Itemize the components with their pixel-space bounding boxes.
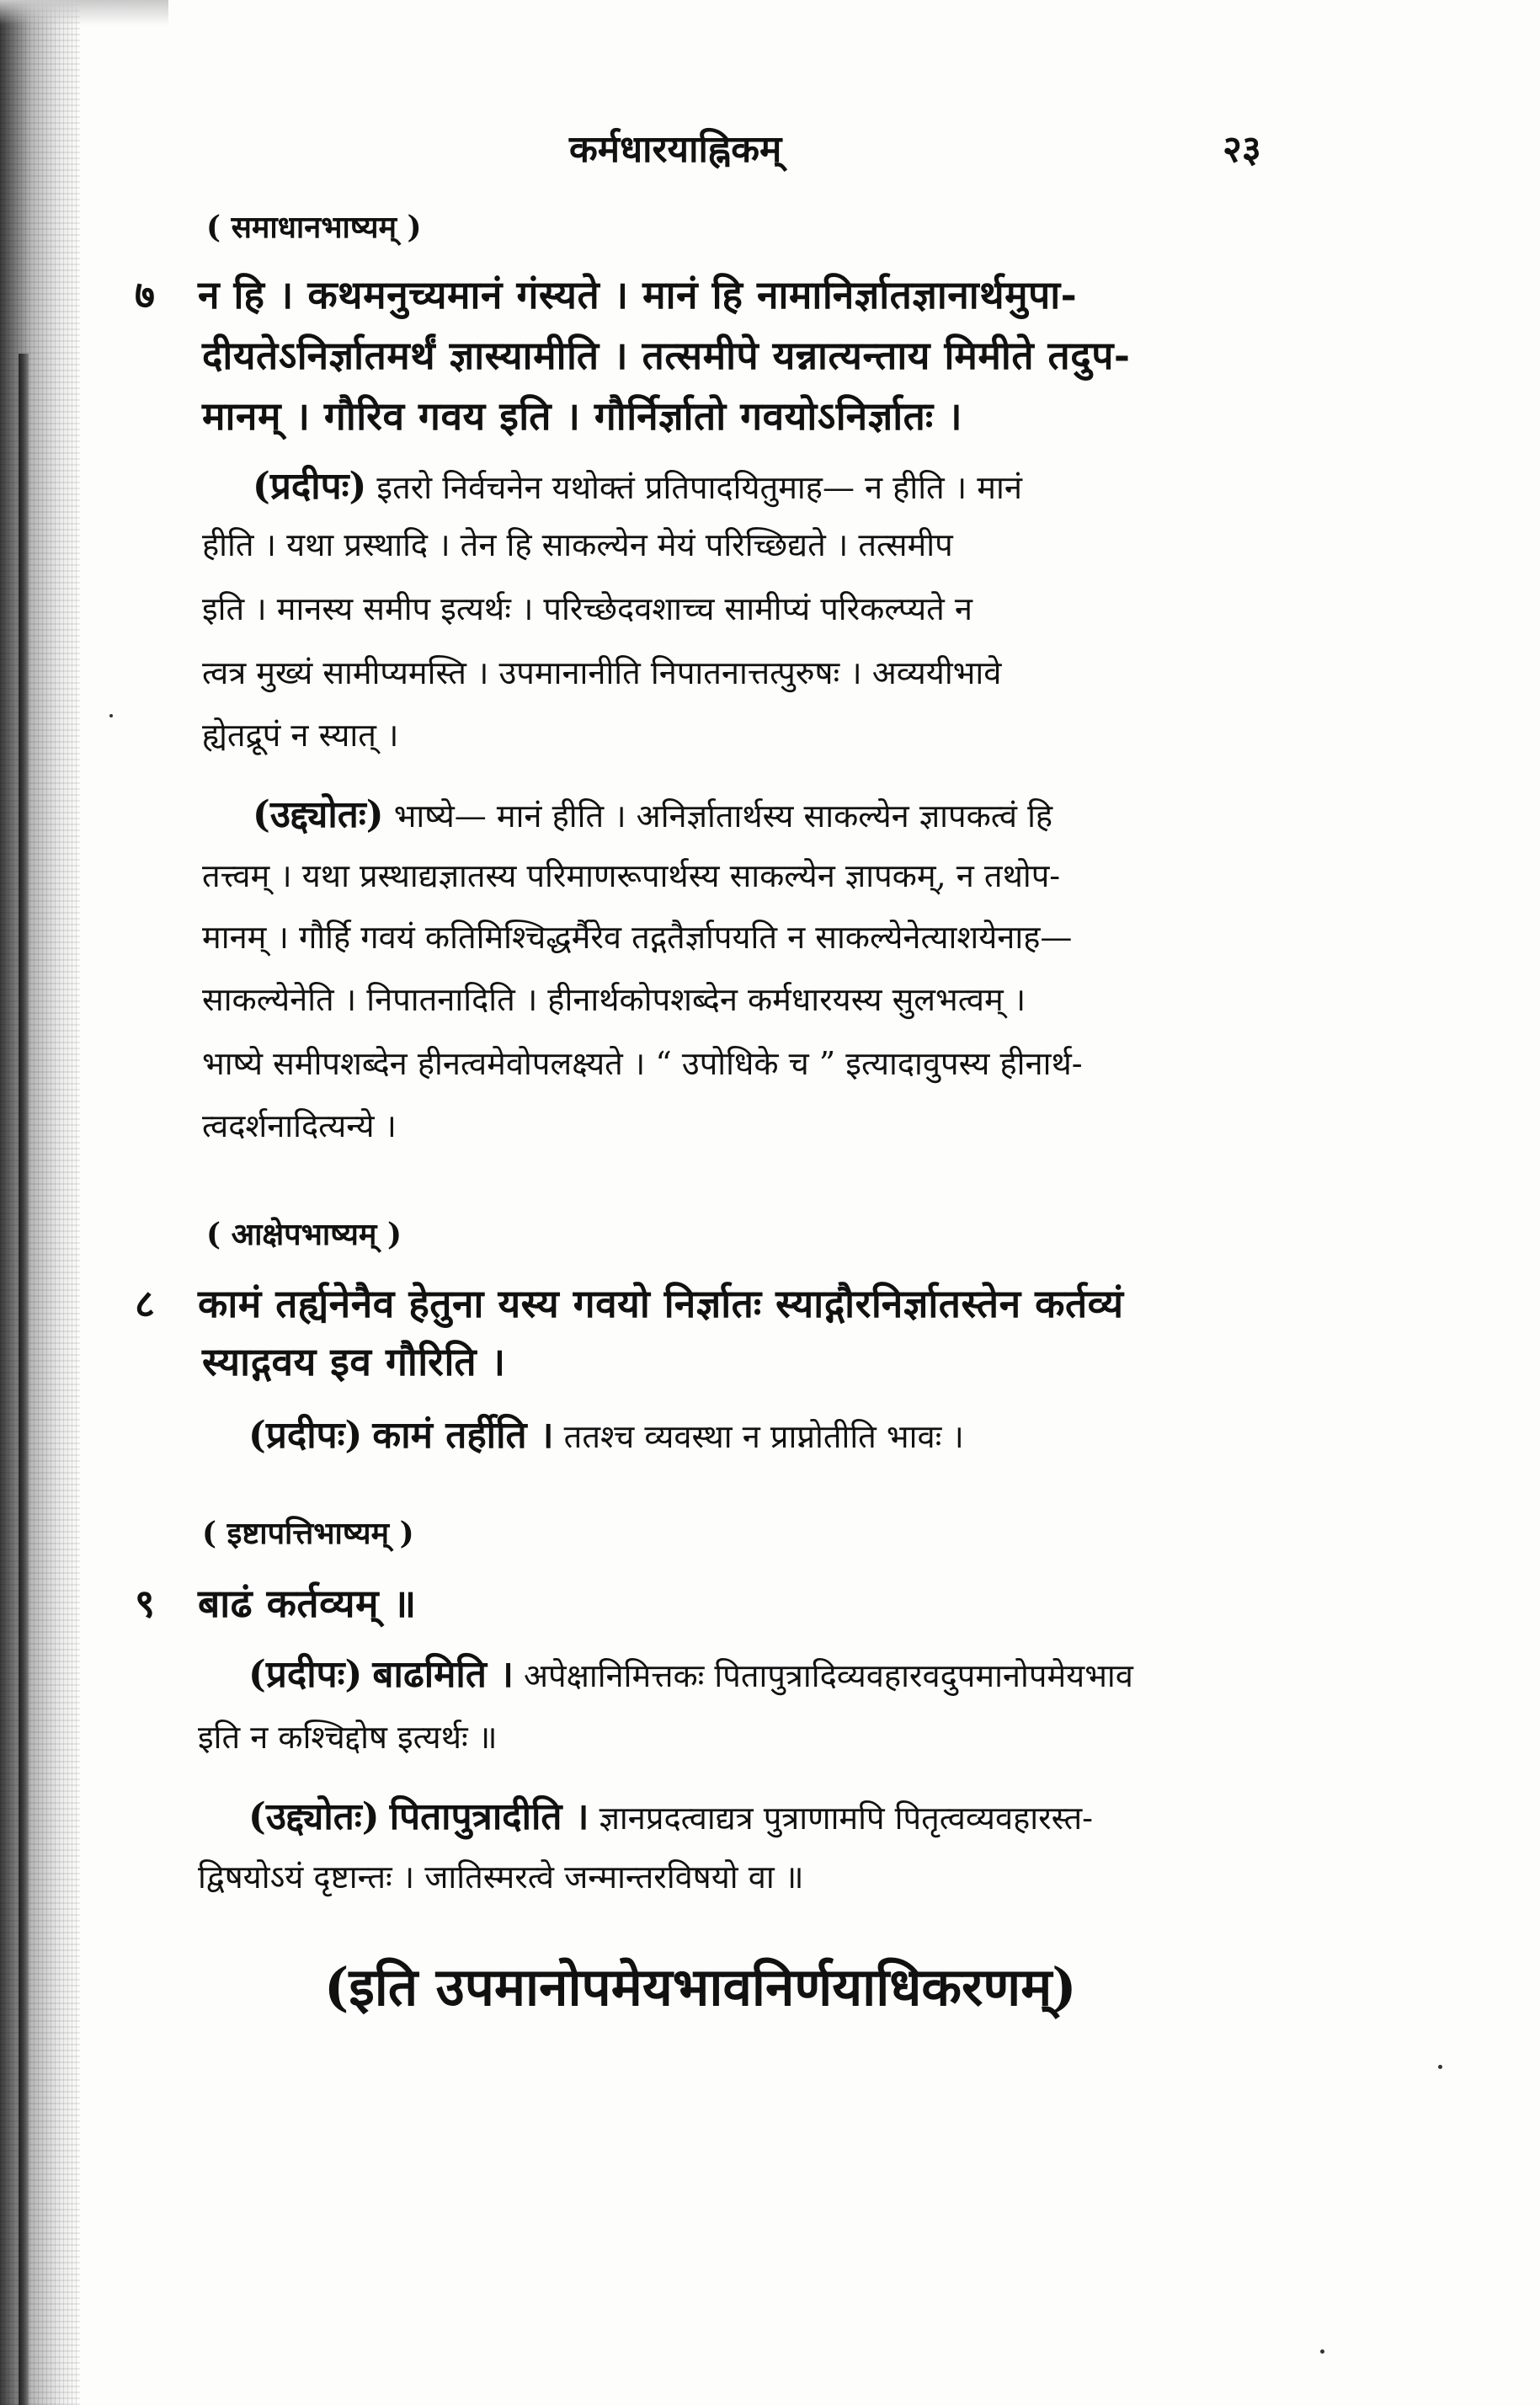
bhashya-line xyxy=(198,268,1289,320)
scan-speck xyxy=(109,714,113,717)
pradipa-line: ततश्च व्यवस्था न प्राप्नोतीति भावः । xyxy=(563,1418,964,1455)
bhashya-line: स्याद्गवय इव गौरिति । xyxy=(202,1339,506,1384)
scan-top-shadow xyxy=(0,0,168,25)
pradipa-lemma: कामं तर्हीति । xyxy=(372,1414,554,1457)
pradipa-block xyxy=(248,1647,1133,1698)
pradipa-line: इति न कश्चिद्दोष इत्यर्थः ॥ xyxy=(198,1719,498,1756)
pradipa-line: त्वत्र मुख्यं सामीप्यमस्ति । उपमानानीति निपातनात्तत्पुरुषः । अव्ययीभावे xyxy=(202,654,1002,691)
pradipa-lemma: बाढमिति । xyxy=(372,1653,514,1696)
chapter-colophon: (इति उपमानोपमेयभावनिर्णयाधिकरणम्) xyxy=(324,1956,1077,2018)
bhashya-line xyxy=(202,328,1289,381)
pradipa-label: (प्रदीपः) xyxy=(248,1414,363,1457)
pradipa-block xyxy=(248,1408,964,1458)
uddyota-line: त्वदर्शनादित्यन्ये । xyxy=(202,1107,397,1144)
scanned-page-edge xyxy=(0,0,80,2405)
uddyota-line: मानम् । गौर्हि गवयं कतिमिश्चिद्धर्मैरेव तद्गतैर्ज्ञापयति न साकल्येनेत्याशयेनाह— xyxy=(202,919,1073,956)
bhashya-line: कामं तर्ह्यनेनैव हेतुना यस्य गवयो निर्ज्ञातः स्याद्गौरनिर्ज्ञातस्तेन कर्तव्यं xyxy=(198,1281,1124,1326)
uddyota-block xyxy=(248,1789,1093,1840)
bhashya-line xyxy=(202,389,962,441)
pradipa-line: इतरो निर्वचनेन यथोक्तं प्रतिपादयितुमाह— न हीति । मानं xyxy=(376,469,1022,506)
scan-speck xyxy=(1438,2065,1442,2069)
pradipa-label: (प्रदीपः) xyxy=(253,465,367,508)
pradipa-label: (प्रदीपः) xyxy=(248,1653,363,1696)
pradipa-line: ह्येतद्रूपं न स्यात् । xyxy=(202,717,399,754)
page-number: २३ xyxy=(1223,128,1261,171)
uddyota-line: तत्त्वम् । यथा प्रस्थाद्यज्ञातस्य परिमाणरूपार्थस्य साकल्येन ज्ञापकम्, न तथोप- xyxy=(202,857,1061,894)
uddyota-line: भाष्ये— मानं हीति । अनिर्ज्ञातार्थस्य साकल्येन ज्ञापकत्वं हि xyxy=(393,797,1053,835)
section-label-ishtapatti: ( इष्टापत्तिभाष्यम् ) xyxy=(202,1516,414,1551)
pradipa-line: इति । मानस्य समीप इत्यर्थः । परिच्छेदवशाच्च सामीप्यं परिकल्प्यते न xyxy=(202,590,972,627)
bhashya-text: न हि । कथमनुच्यमानं गंस्यते । मानं हि नामानिर्ज्ञातज्ञानार्थमुपा- xyxy=(198,272,1078,317)
uddyota-line: द्विषयोऽयं दृष्टान्तः । जातिस्मरत्वे जन्मान्तरविषयो वा ॥ xyxy=(198,1858,804,1896)
uddyota-label: (उद्द्योतः) xyxy=(253,793,384,836)
binding-shadow xyxy=(19,354,29,2405)
uddyota-lemma: पितापुत्रादीति । xyxy=(389,1795,589,1838)
sutra-number-9: ९ xyxy=(135,1581,155,1626)
bhashya-line: बाढं कर्तव्यम् ॥ xyxy=(198,1581,417,1626)
scan-speck xyxy=(1320,2349,1324,2354)
uddyota-line: ज्ञानप्रदत्वाद्यत्र पुत्राणामपि पितृत्वव्यवहारस्त- xyxy=(599,1800,1093,1837)
uddyota-block xyxy=(253,787,1052,838)
sutra-number-7: ७ xyxy=(135,272,155,317)
running-head: कर्मधारयाह्निकम् xyxy=(569,128,782,171)
uddyota-line: भाष्ये समीपशब्देन हीनत्वमेवोपलक्ष्यते । “ उपोधिके च ” इत्यादावुपस्य हीनार्थ- xyxy=(202,1045,1083,1082)
sutra-number-8: ८ xyxy=(135,1281,155,1326)
uddyota-line: साकल्येनेति । निपातनादिति । हीनार्थकोपशब्देन कर्मधारयस्य सुलभत्वम् । xyxy=(202,981,1026,1018)
uddyota-label: (उद्द्योतः) xyxy=(248,1795,380,1838)
bhashya-text: मानम् । गौरिव गवय इति । गौर्निर्ज्ञातो गवयोऽनिर्ज्ञातः । xyxy=(202,393,963,439)
pradipa-block xyxy=(253,459,1022,509)
pradipa-line: अपेक्षानिमित्तकः पितापुत्रादिव्यवहारवदुपमानोपमेयभाव xyxy=(524,1657,1133,1694)
section-label-samadhana: ( समाधानभाष्यम् ) xyxy=(206,210,422,245)
section-label-akshepa: ( आक्षेपभाष्यम् ) xyxy=(206,1217,402,1252)
pradipa-line: हीति । यथा प्रस्थादि । तेन हि साकल्येन मेयं परिच्छिद्यते । तत्समीप xyxy=(202,526,953,563)
bhashya-text: दीयतेऽनिर्ज्ञातमर्थं ज्ञास्यामीति । तत्समीपे यन्नात्यन्ताय मिमीते तदुप- xyxy=(202,333,1131,378)
